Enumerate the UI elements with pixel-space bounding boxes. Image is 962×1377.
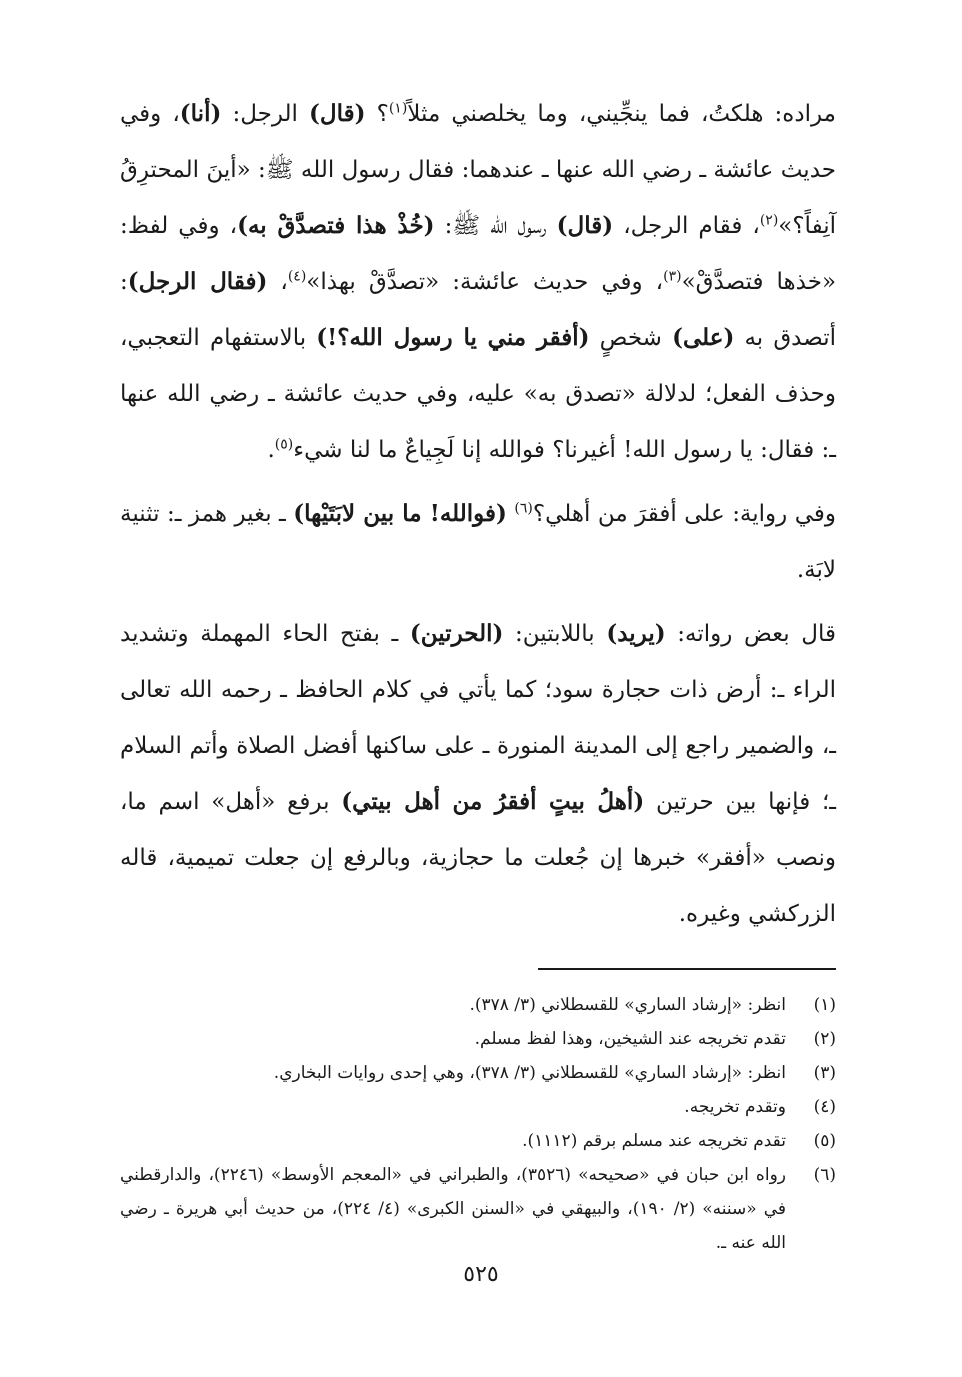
footnote-number: (٦) xyxy=(813,1165,836,1185)
hadith-quote: (يريد) xyxy=(606,620,666,647)
text-run: : أتصدق به xyxy=(120,269,836,351)
footnotes-section xyxy=(120,988,836,1260)
footnote-ref[interactable]: (١) xyxy=(388,100,408,117)
page-number: ٥٢٥ xyxy=(463,1262,499,1287)
text-run: بالاستفهام التعجبي، وحذف الفعل؛ لدلالة «تصدق به» عليه، وفي حديث عائشة ـ رضي الله عنها ـ: فقال: يا رسول الله! أغيرنا؟ فوالله إنا لَجِياعٌ ما لنا شيء xyxy=(120,325,836,463)
text-run: شخصٍ xyxy=(589,325,673,351)
footnote-ref[interactable]: (٤) xyxy=(287,268,307,285)
hadith-quote: (فقال الرجل) xyxy=(127,268,268,295)
footnote-ref[interactable]: (٥) xyxy=(274,436,294,453)
footnote-ref[interactable]: (٢) xyxy=(759,212,779,229)
text-run: ؟ xyxy=(365,101,389,127)
text-run: . xyxy=(267,437,275,463)
text-run: ، وفي لفظ: «خذها فتصدَّقْ» xyxy=(120,213,837,295)
hadith-quote: (أفقر مني يا رسول الله؟!) xyxy=(316,324,590,351)
text-run: قال بعض رواته: xyxy=(665,621,837,647)
text-run: رسول الله ﷺ: xyxy=(434,213,557,239)
text-run: ـ بفتح الحاء المهملة وتشديد الراء ـ: أرض ذات حجارة سود؛ كما يأتي في كلام الحافظ ـ رحمه الله تعالى ـ، والضمير راجع إلى المدينة المنورة ـ على ساكنها أفضل الصلاة وأتم السلام ـ؛ فإنها بين حرتين xyxy=(120,621,837,815)
paragraph-1 xyxy=(120,86,836,478)
footnote-text: رواه ابن حبان في «صحيحه» (٣٥٢٦)، والطبراني في «المعجم الأوسط» (٢٢٤٦)، والدارقطني في «سننه» (٢/ ١٩٠)، والبيهقي في «السنن الكبرى» (٤/ ٢٢٤)، من حديث أبي هريرة ـ رضي الله عنه ـ. xyxy=(120,1165,786,1253)
footnote-item xyxy=(120,1090,836,1124)
text-run: ، وفي حديث عائشة ـ رضي الله عنها ـ عندهما: فقال رسول الله ﷺ: «أينَ المحترِقُ آنِفاً؟» xyxy=(120,101,836,239)
text-run: ـ بغير همز ـ: تثنية لابَة. xyxy=(120,501,836,583)
footnote-text: تقدم تخريجه عند الشيخين، وهذا لفظ مسلم. xyxy=(474,1029,786,1049)
text-run: باللابتين: xyxy=(503,621,607,647)
footnote-divider xyxy=(538,968,836,970)
hadith-quote: (على) xyxy=(672,324,735,351)
footnote-ref[interactable]: (٣) xyxy=(663,268,682,285)
hadith-quote: (قال) xyxy=(309,100,366,127)
footnote-item xyxy=(120,1022,836,1056)
hadith-quote: (قال) xyxy=(556,212,614,239)
paragraph-3 xyxy=(120,606,836,942)
footnote-text: انظر: «إرشاد الساري» للقسطلاني (٣/ ٣٧٨). xyxy=(469,995,786,1015)
footnote-number: (١) xyxy=(813,995,836,1015)
text-run: ، فقام الرجل، xyxy=(613,213,760,239)
footnote-number: (٥) xyxy=(813,1131,836,1151)
footnote-number: (٣) xyxy=(813,1063,836,1083)
text-run: الرجل: xyxy=(221,101,310,127)
text-run: برفع «أهل» اسم ما، ونصب «أفقر» خبرها إن جُعلت ما حجازية، وبالرفع إن جعلت تميمية، قاله الزركشي وغيره. xyxy=(120,789,837,927)
footnote-text: تقدم تخريجه عند مسلم برقم (١١١٢). xyxy=(522,1131,786,1151)
paragraph-2 xyxy=(120,486,836,598)
text-run: مراده: هلكتُ، فما ينجِّيني، وما يخلصني مثلاً xyxy=(407,101,836,127)
hadith-quote: (فوالله! ما بين لابَتَيْها) xyxy=(293,500,507,527)
hadith-quote: (خُذْ هذا فتصدَّقْ به) xyxy=(237,212,435,239)
hadith-quote: (أهلُ بيتٍ أفقرُ من أهل بيتي) xyxy=(341,788,645,815)
text-run: ، وفي حديث عائشة: «تصدَّقْ بهذا» xyxy=(306,269,664,295)
text-run: ، xyxy=(267,269,288,295)
footnote-item xyxy=(120,1124,836,1158)
footnote-item xyxy=(120,988,836,1022)
footnote-number: (٢) xyxy=(813,1029,836,1049)
footnote-item xyxy=(120,1056,836,1090)
hadith-quote: (الحرتين) xyxy=(409,620,504,647)
footnote-number: (٤) xyxy=(813,1097,836,1117)
footnote-text: انظر: «إرشاد الساري» للقسطلاني (٣/ ٣٧٨)، وهي إحدى روايات البخاري. xyxy=(273,1063,786,1083)
footnote-item xyxy=(120,1158,836,1260)
text-run: وفي رواية: على أفقرَ من أهلي؟ xyxy=(532,501,836,527)
footnote-ref[interactable]: (٦) xyxy=(514,500,533,517)
hadith-quote: (أنا) xyxy=(179,100,222,127)
footnote-text: وتقدم تخريجه. xyxy=(684,1097,786,1117)
